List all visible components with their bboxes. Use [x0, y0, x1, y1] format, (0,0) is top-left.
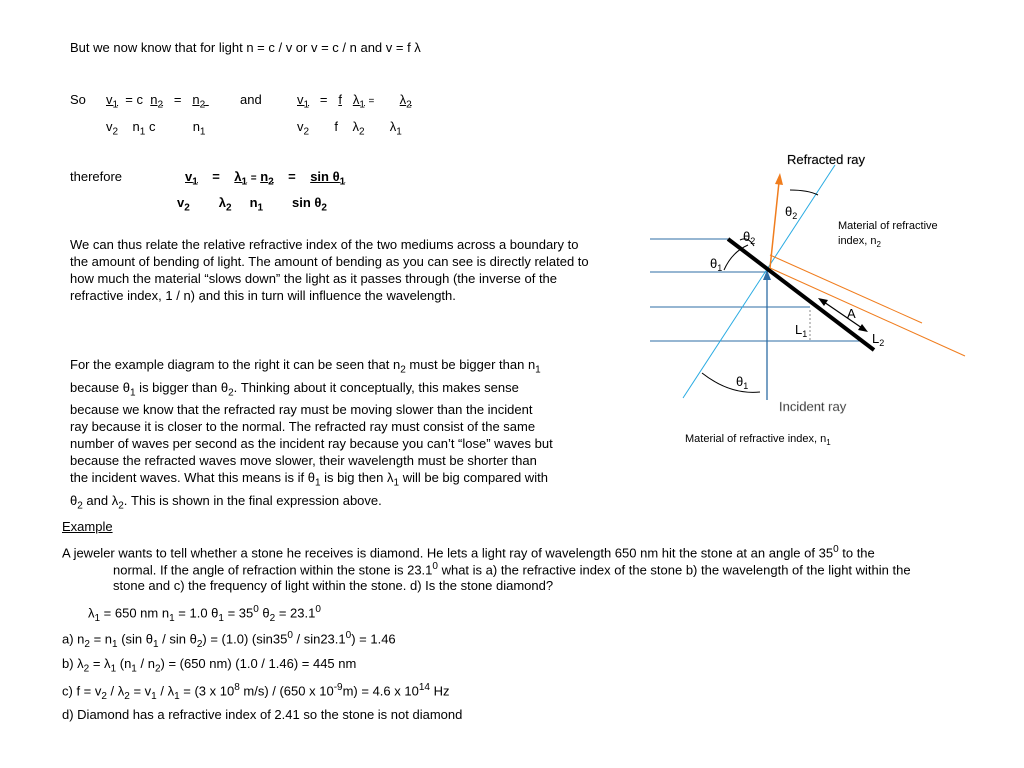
equation-velocity-index: $v_1 = c$ $n_2$ = $n_2$	[106, 92, 206, 111]
given-values: $\lambda_1 = 650$ nm $n_1 = 1.0$ $\theta_1 = 35^0$ $\theta_2 = 23.1^0$	[88, 604, 321, 624]
para2-line: For the example diagram to the right it can be seen that $n_2$ must be bigger than $n_1$	[70, 357, 541, 376]
equation-velocity-index-den: $v_2$ $n_1$ c $n_1$	[106, 119, 206, 138]
example-heading: Example	[62, 519, 113, 534]
para2-line: ray because it is closer to the normal. The refracted ray must consist of the same	[70, 419, 536, 435]
A-label: A	[847, 306, 856, 321]
therefore-label: therefore	[70, 169, 123, 184]
theta1-left-label: $\theta_1$	[710, 256, 723, 273]
answer-a: a) $n_2 = n_1$ (sin $\theta_1 / \sin \theta_2) = (1.0)$ $(\sin 35^0 / \sin 23.1^0) = 1.46$	[62, 630, 396, 650]
L1-label: $L_1$	[795, 322, 808, 339]
theta1-lower-label: $\theta_1$	[736, 374, 749, 391]
snell-ratio-equation: $v_1$ = $\lambda_1 = n_2$ = $\sin \theta_1$	[185, 169, 346, 188]
snell-ratio-equation-den: $v_2$ $\lambda_2$ $n_1$ $\sin \theta_2$	[177, 195, 327, 214]
theta2-upper-arc	[790, 190, 818, 195]
material2-label: Material of refractive	[838, 220, 938, 232]
material2-label-line2: index, $n_2$	[838, 235, 881, 249]
equation-velocity-wavelength-den: $v_2$ f $\lambda_2$ $\lambda_1$	[297, 119, 402, 138]
para2-line: because $\theta_1$ is bigger than $\theta_2$. Thinking about it conceptually, this makes sense	[70, 379, 519, 399]
answer-c: c) $f = v_2 / \lambda_2 = v_1 / \lambda_1 = (3$ x $10^8$ m/s) / (650 x $10^{-9}m) = 4.6$ x $10^{14}$ Hz	[62, 682, 450, 702]
explanation-paragraph: We can thus relate the relative refractive index of the two mediums across a boundary to the amount of bending of light. The amount of bending as you can see is directly related to how much the material “slows down” the light as it passes through (the inverse of the refractive index, 1 / n) and this in turn will influence the wavelength.	[70, 237, 589, 303]
theta2-upper-label: $\theta_2$	[785, 204, 798, 221]
example-problem-line3: stone and c) the frequency of light within the stone. d) Is the stone diamond?	[113, 578, 554, 593]
intro-line: But we now know that for light n = c / v or v = c / n and v = f λ	[70, 40, 421, 55]
material1-label: Material of refractive index, $n_1$	[685, 433, 831, 447]
para2-line: $\theta_2$ and $\lambda_2$. This is shown in the final expression above.	[70, 492, 382, 512]
so-label: So	[70, 92, 86, 107]
L2-label: $L_2$	[872, 331, 885, 348]
para2-line: number of waves per second as the incident ray because you can’t “lose” waves but	[70, 436, 553, 452]
equation-velocity-wavelength: $v_1$ = f $\lambda_1$ = $\lambda_2$	[297, 92, 412, 111]
normal-line	[683, 165, 835, 398]
theta1-left-arc	[724, 245, 748, 270]
arrow-A-head-down	[858, 324, 868, 332]
para2-line: because the refracted waves move slower, their wavelength must be shorter than	[70, 453, 537, 469]
refracted-ray-label: Refracted ray	[787, 152, 866, 167]
refracted-arrowhead	[775, 173, 783, 185]
incident-ray-label: Incident ray	[779, 399, 847, 414]
example-problem-line1: A jeweler wants to tell whether a stone he receives is diamond. He lets a light ray of wavelength 650 nm hit the stone at an angle of $35^0$ to the	[62, 544, 875, 561]
and-label: and	[240, 92, 262, 107]
theta1-lower-arc	[702, 373, 760, 392]
theta2-left-label: $\theta_2$	[743, 229, 756, 246]
answer-d: d) Diamond has a refractive index of 2.41 so the stone is not diamond	[62, 707, 463, 722]
example-problem-line2: normal. If the angle of refraction within the stone is 23.1$^0$ what is a) the refractive index of the stone b) the wavelength of the light within the	[113, 561, 911, 578]
answer-b: b) $\lambda_2 = \lambda_1$ $(n_1 / n_2) = (650$ nm) (1.0 / 1.46) = 445 nm	[62, 656, 357, 675]
arrow-A-head-up	[818, 298, 828, 306]
para2-line: the incident waves. What this means is if $\theta_1$ is big then $\lambda_1$ will be big compared with	[70, 470, 548, 489]
para2-line: because we know that the refracted ray must be moving slower than the incident	[70, 402, 533, 418]
